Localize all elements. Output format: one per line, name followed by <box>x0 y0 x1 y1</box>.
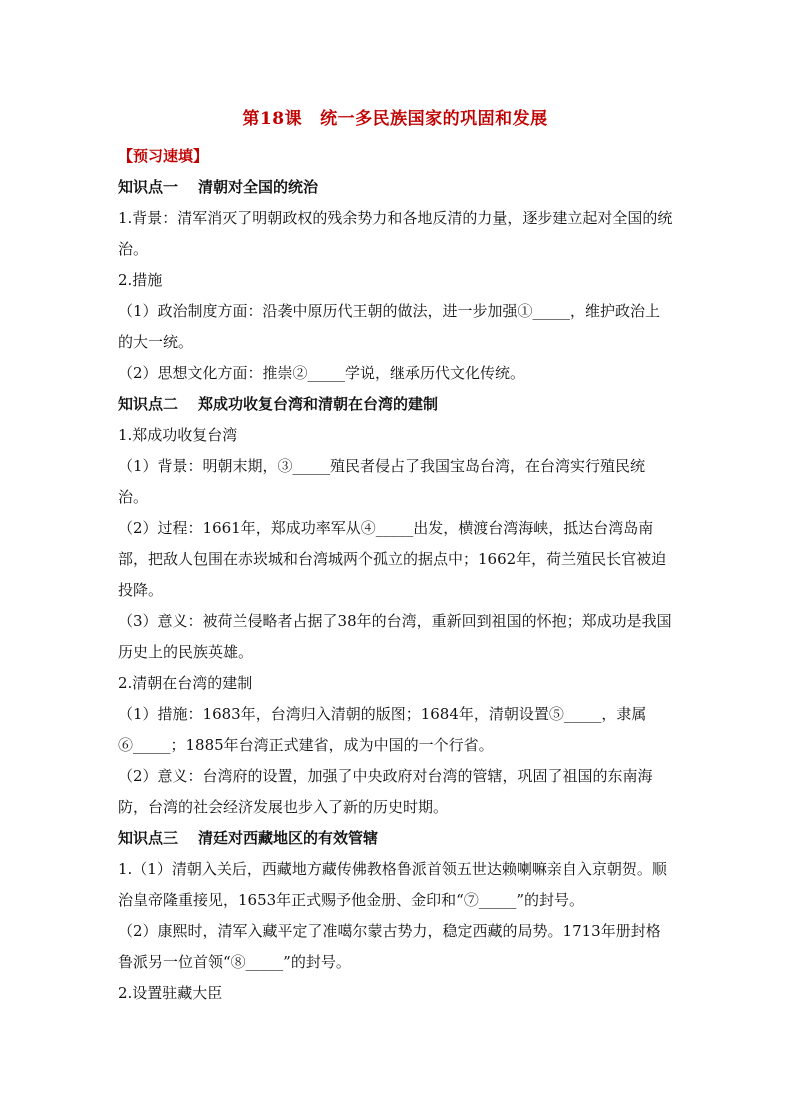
kp2-paragraph: （3）意义：被荷兰侵略者占据了38年的台湾，重新回到祖国的怀抱；郑成功是我国历史上的民族英雄。 <box>118 612 672 661</box>
kp1-paragraph: 2.措施 <box>118 271 163 289</box>
lesson-name: 统一多民族国家的巩固和发展 <box>320 109 548 129</box>
lesson-number: 第18课 <box>242 109 303 129</box>
kp1-heading-text: 清朝对全国的统治 <box>198 178 319 196</box>
kp2-paragraph: （1）背景：明朝末期，③_____殖民者侵占了我国宝岛台湾，在台湾实行殖民统治。 <box>118 457 646 506</box>
knowledge-point-3-heading <box>118 823 674 854</box>
lesson-title <box>0 104 790 129</box>
kp1-paragraph: （1）政治制度方面：沿袭中原历代王朝的做法，进一步加强①_____，维护政治上的大一统。 <box>118 302 661 351</box>
knowledge-point-2-heading <box>118 389 674 420</box>
kp2-heading-prefix: 知识点二 <box>118 395 179 413</box>
kp3-paragraph: 2.设置驻藏大臣 <box>118 984 223 1002</box>
kp2-paragraph: 1.郑成功收复台湾 <box>118 426 238 444</box>
knowledge-point-1-heading <box>118 172 674 203</box>
kp3-heading-text: 清廷对西藏地区的有效管辖 <box>198 829 379 847</box>
kp1-paragraph: （2）思想文化方面：推崇②_____学说，继承历代文化传统。 <box>118 364 526 382</box>
document-body <box>118 141 674 1009</box>
kp3-paragraph: 1.（1）清朝入关后，西藏地方藏传佛教格鲁派首领五世达赖喇嘛亲自入京朝贺。顺治皇帝隆重接见，1653年正式赐予他金册、金印和“⑦_____”的封号。 <box>118 860 667 909</box>
kp2-paragraph: （2）意义：台湾府的设置，加强了中央政府对台湾的管辖，巩固了祖国的东南海防，台湾的社会经济发展也步入了新的历史时期。 <box>118 767 653 816</box>
kp3-heading-prefix: 知识点三 <box>118 829 179 847</box>
kp3-paragraph: （2）康熙时，清军入藏平定了准噶尔蒙古势力，稳定西藏的局势。1713年册封格鲁派另一位首领“⑧_____”的封号。 <box>118 922 661 971</box>
kp2-paragraph: 2.清朝在台湾的建制 <box>118 674 253 692</box>
kp1-paragraph: 1.背景：清军消灭了明朝政权的残余势力和各地反清的力量，逐步建立起对全国的统治。 <box>118 209 673 258</box>
kp2-paragraph: （2）过程：1661年，郑成功率军从④_____出发，横渡台湾海峡，抵达台湾岛南部，把敌人包围在赤崁城和台湾城两个孤立的据点中；1662年，荷兰殖民长官被迫投降。 <box>118 519 667 599</box>
kp1-heading-prefix: 知识点一 <box>118 178 179 196</box>
kp2-heading-text: 郑成功收复台湾和清朝在台湾的建制 <box>198 395 439 413</box>
kp2-paragraph: （1）措施：1683年，台湾归入清朝的版图；1684年，清朝设置⑤_____，隶属⑥_____；1885年台湾正式建省，成为中国的一个行省。 <box>118 705 647 754</box>
preview-section-tag: 【预习速填】 <box>118 147 209 165</box>
